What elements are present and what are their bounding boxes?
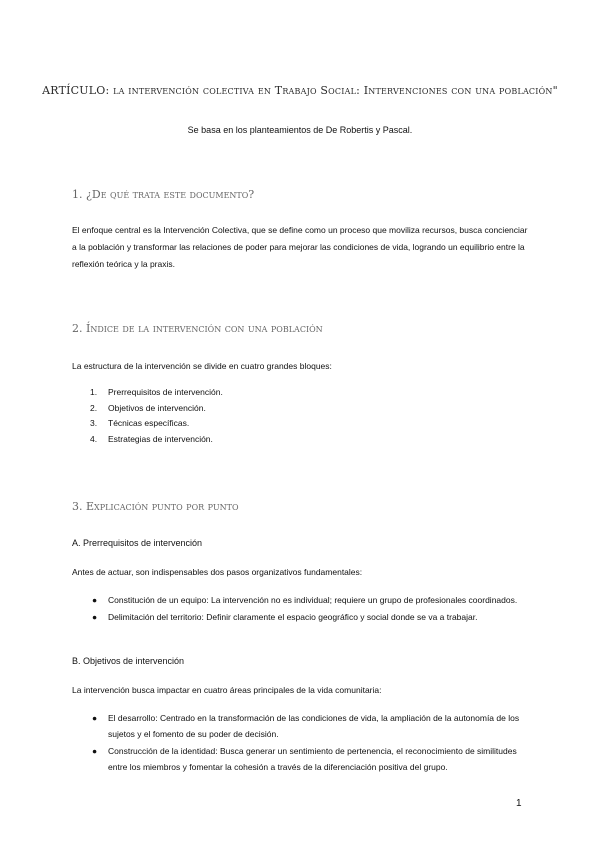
subsection-a-bullets bbox=[72, 592, 532, 626]
subsection-b-bullets bbox=[72, 710, 532, 776]
bullet-icon: ● bbox=[92, 612, 98, 622]
subsection-a-title: A. Prerrequisitos de intervención bbox=[72, 538, 203, 548]
list-item: ● Constitución de un equipo: La intervención no es individual; requiere un grupo de profesionales coordinados. bbox=[72, 592, 532, 608]
section-2-heading: 2. Índice de la intervención con una población bbox=[72, 322, 323, 335]
page-number: 1 bbox=[516, 798, 522, 809]
list-item: 2. Objetivos de intervención. bbox=[90, 402, 206, 413]
bullet-icon: ● bbox=[92, 713, 98, 723]
bullet-icon: ● bbox=[92, 746, 98, 756]
subsection-b-intro: La intervención busca impactar en cuatro áreas principales de la vida comunitaria: bbox=[72, 685, 382, 695]
list-item: 1. Prerrequisitos de intervención. bbox=[90, 387, 223, 397]
bullet-icon: ● bbox=[92, 595, 98, 605]
subsection-b-title: B. Objetivos de intervención bbox=[72, 656, 185, 666]
section-1-paragraph: El enfoque central es la Intervención Colectiva, que se define como un proceso que moviliza recursos, busca concienciar a la población y transformar las relaciones de poder para mejorar las condiciones de vida, logrando un equilibrio entre la reflexión teórica y la praxis. bbox=[72, 225, 528, 269]
section-2-intro: La estructura de la intervención se divide en cuatro grandes bloques: bbox=[72, 361, 332, 371]
document-title: ARTÍCULO: la intervención colectiva en Trabajo Social: Intervenciones con una población" bbox=[42, 84, 558, 97]
list-item: 4. Estrategias de intervención. bbox=[90, 433, 213, 444]
section-1-heading: 1. ¿De qué trata este documento? bbox=[72, 188, 255, 201]
list-item: ● El desarrollo: Centrado en la transformación de las condiciones de vida, la ampliación de la autonomía de los sujetos y el fomento de su poder de decisión. bbox=[72, 710, 532, 742]
list-item: 3. Técnicas específicas. bbox=[90, 418, 190, 428]
section-3-heading: 3. Explicación punto por punto bbox=[72, 500, 239, 513]
index-list bbox=[72, 385, 223, 447]
document-subtitle: Se basa en los planteamientos de De Robertis y Pascal. bbox=[187, 125, 413, 135]
list-item: ● Construcción de la identidad: Busca generar un sentimiento de pertenencia, el reconocimiento de similitudes entre los miembros y fomentar la cohesión a través de la diferenciación positiva del grupo. bbox=[72, 743, 532, 775]
list-item: ● Delimitación del territorio: Definir claramente el espacio geográfico y social donde se va a trabajar. bbox=[72, 609, 532, 625]
subsection-a-intro: Antes de actuar, son indispensables dos pasos organizativos fundamentales: bbox=[72, 567, 363, 577]
